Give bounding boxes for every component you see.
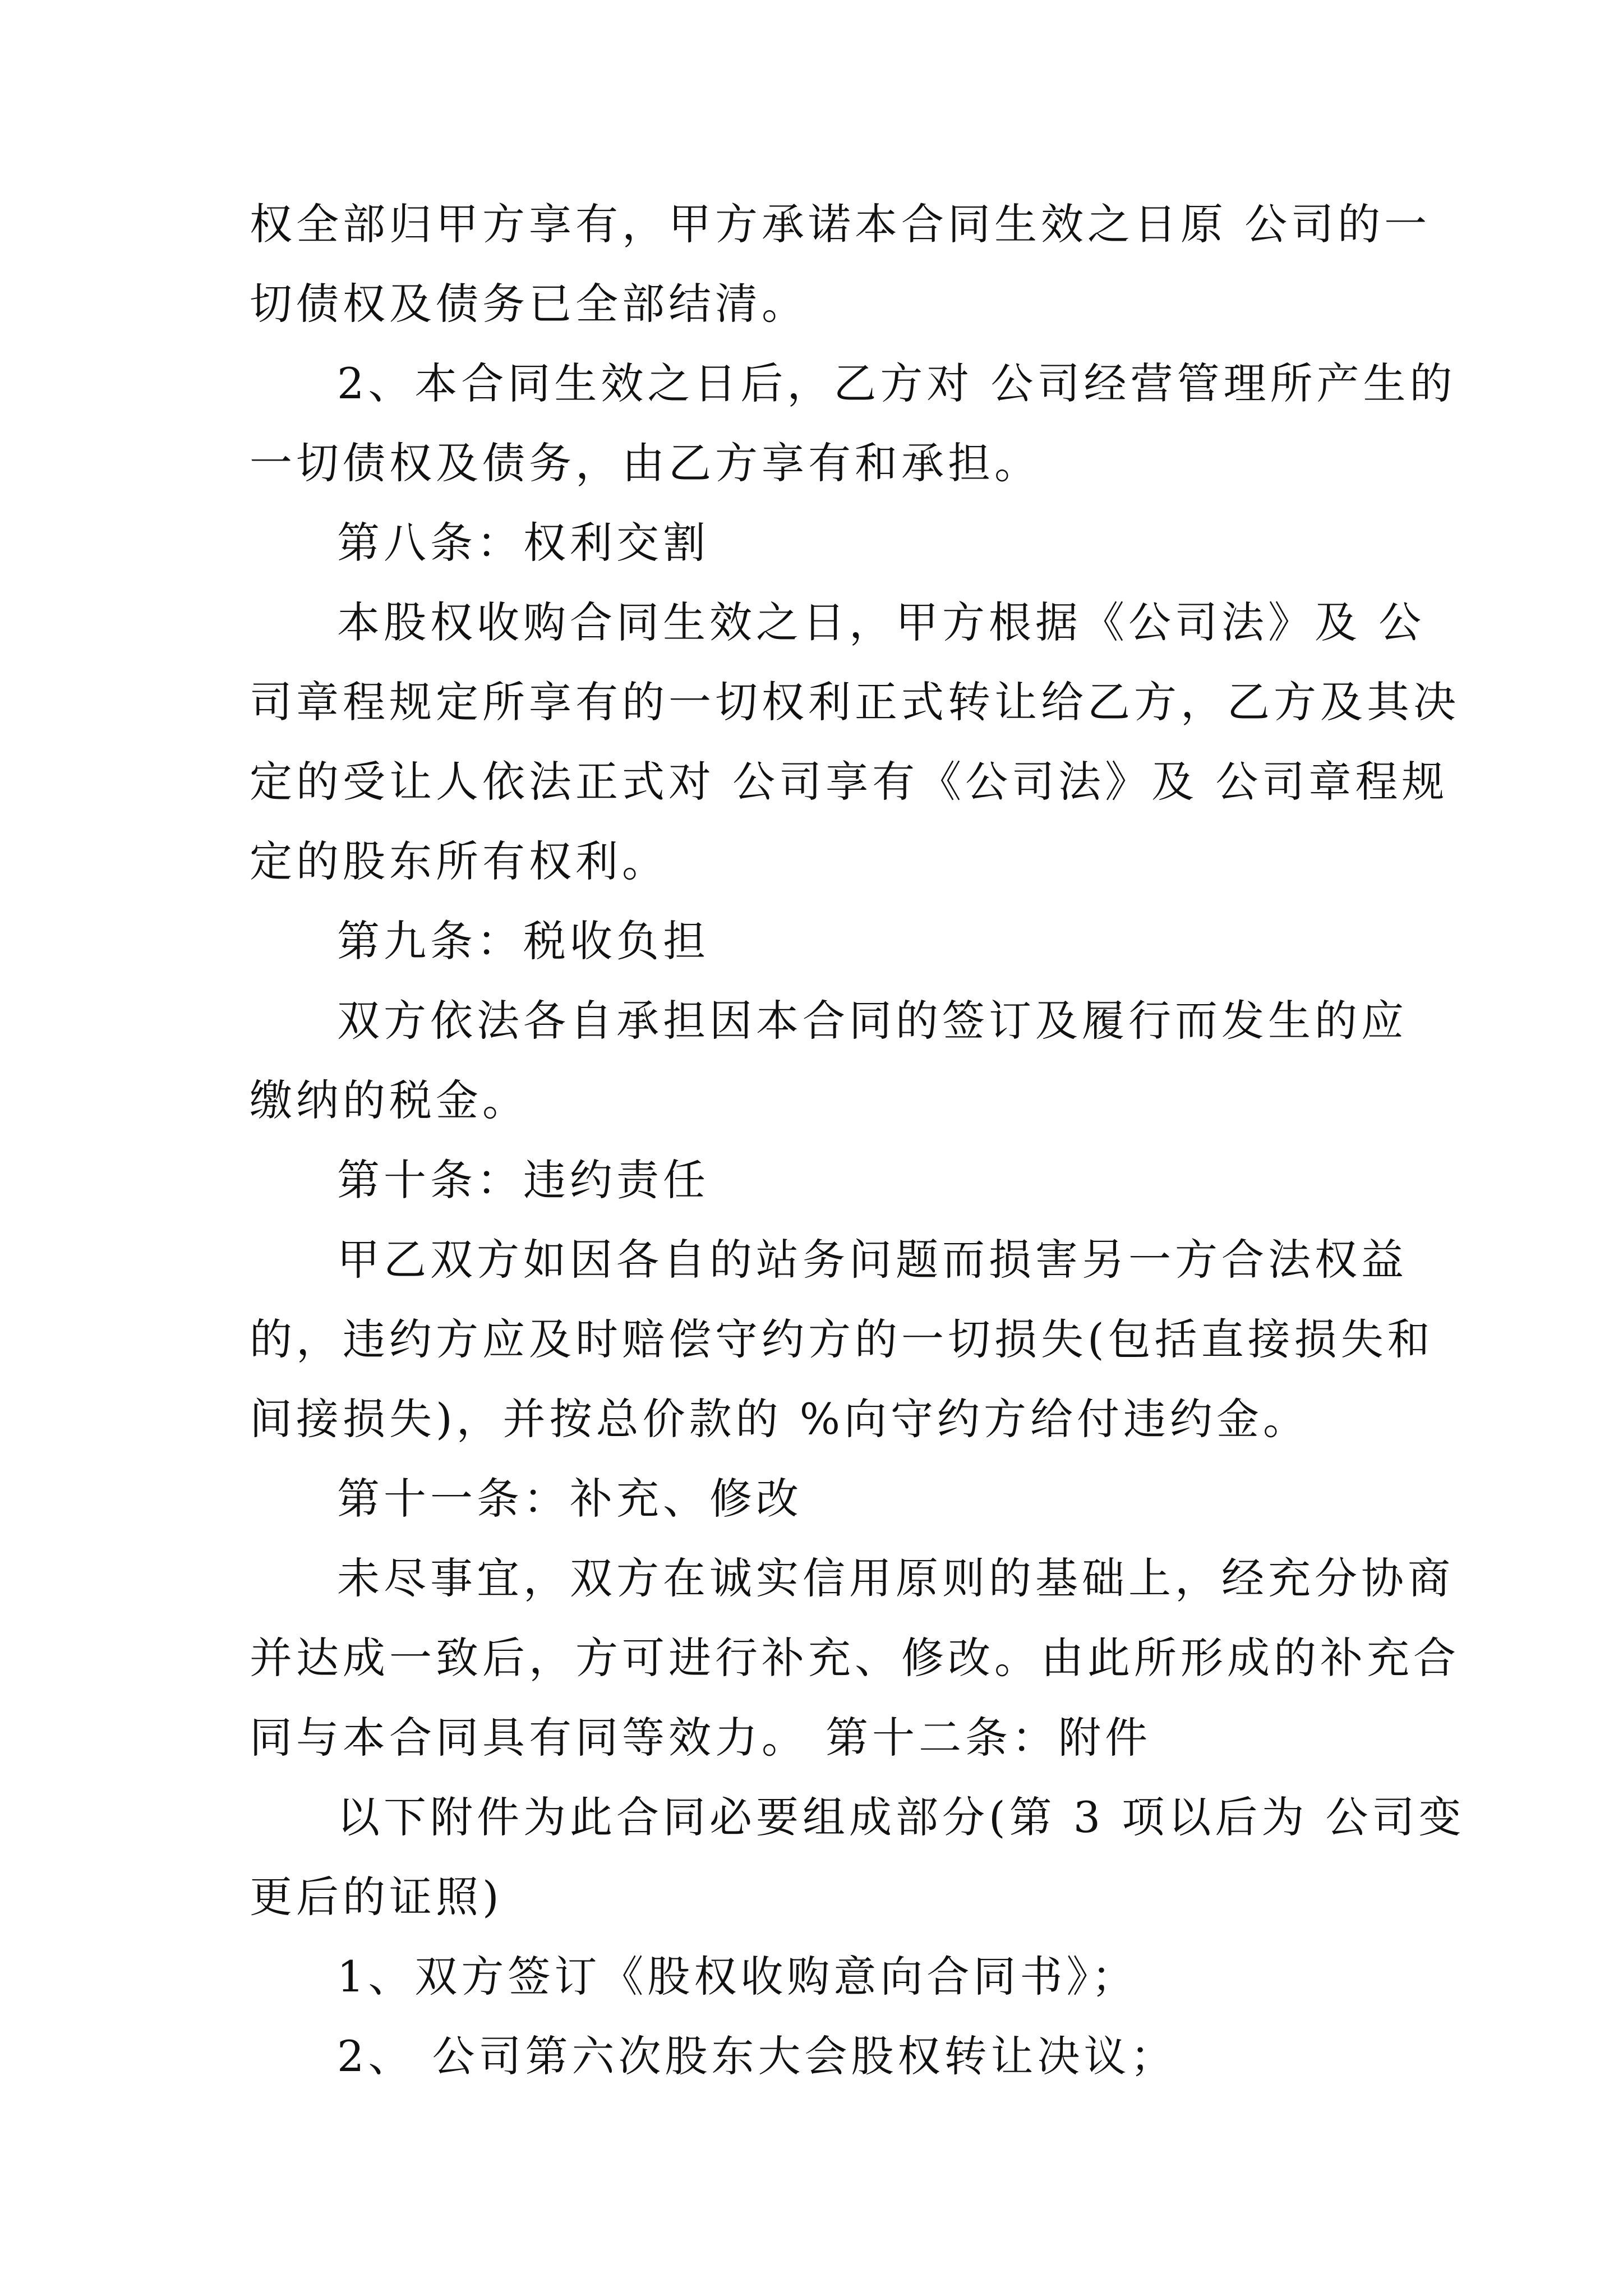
section-heading: 第九条：税收负担 <box>337 916 709 966</box>
text-line: 司章程规定所享有的一切权利正式转让给乙方，乙方及其决 <box>250 677 1460 727</box>
text-line: 同与本合同具有同等效力。 第十二条：附件 <box>250 1713 1152 1763</box>
text-line: 定的股东所有权利。 <box>250 836 668 886</box>
text-line: 本股权收购合同生效之日，甲方根据《公司法》及 公 <box>337 597 1426 647</box>
text-line: 并达成一致后，方可进行补充、修改。由此所形成的补充合 <box>250 1633 1460 1683</box>
section-heading: 第十一条：补充、修改 <box>337 1474 803 1524</box>
text-line: 的，违约方应及时赔偿守约方的一切损失(包括直接损失和 <box>250 1314 1434 1364</box>
text-line: 间接损失)，并按总价款的 %向守约方给付违约金。 <box>250 1394 1310 1444</box>
text-line: 2、本合同生效之日后，乙方对 公司经营管理所产生的 <box>337 358 1456 408</box>
text-line: 缴纳的税金。 <box>250 1075 529 1125</box>
text-line: 未尽事宜，双方在诚实信用原则的基础上，经充分协商 <box>337 1553 1454 1603</box>
text-line: 权全部归甲方享有，甲方承诺本合同生效之日原 公司的一 <box>250 199 1431 249</box>
text-line: 双方依法各自承担因本合同的签订及履行而发生的应 <box>337 996 1408 1046</box>
text-line: 更后的证照) <box>250 1872 503 1922</box>
text-line: 一切债权及债务，由乙方享有和承担。 <box>250 438 1041 488</box>
section-heading: 第八条：权利交割 <box>337 518 709 568</box>
list-item: 2、 公司第六次股东大会股权转让决议； <box>337 2031 1177 2081</box>
text-line: 甲乙双方如因各自的站务问题而损害另一方合法权益 <box>337 1235 1408 1285</box>
text-line: 以下附件为此合同必要组成部分(第 3 项以后为 公司变 <box>337 1792 1465 1842</box>
section-heading: 第十条：违约责任 <box>337 1155 709 1205</box>
text-line: 切债权及债务已全部结清。 <box>250 279 808 329</box>
text-line: 定的受让人依法正式对 公司享有《公司法》及 公司章程规 <box>250 757 1449 807</box>
list-item: 1、双方签订《股权收购意向合同书》； <box>337 1952 1138 2001</box>
